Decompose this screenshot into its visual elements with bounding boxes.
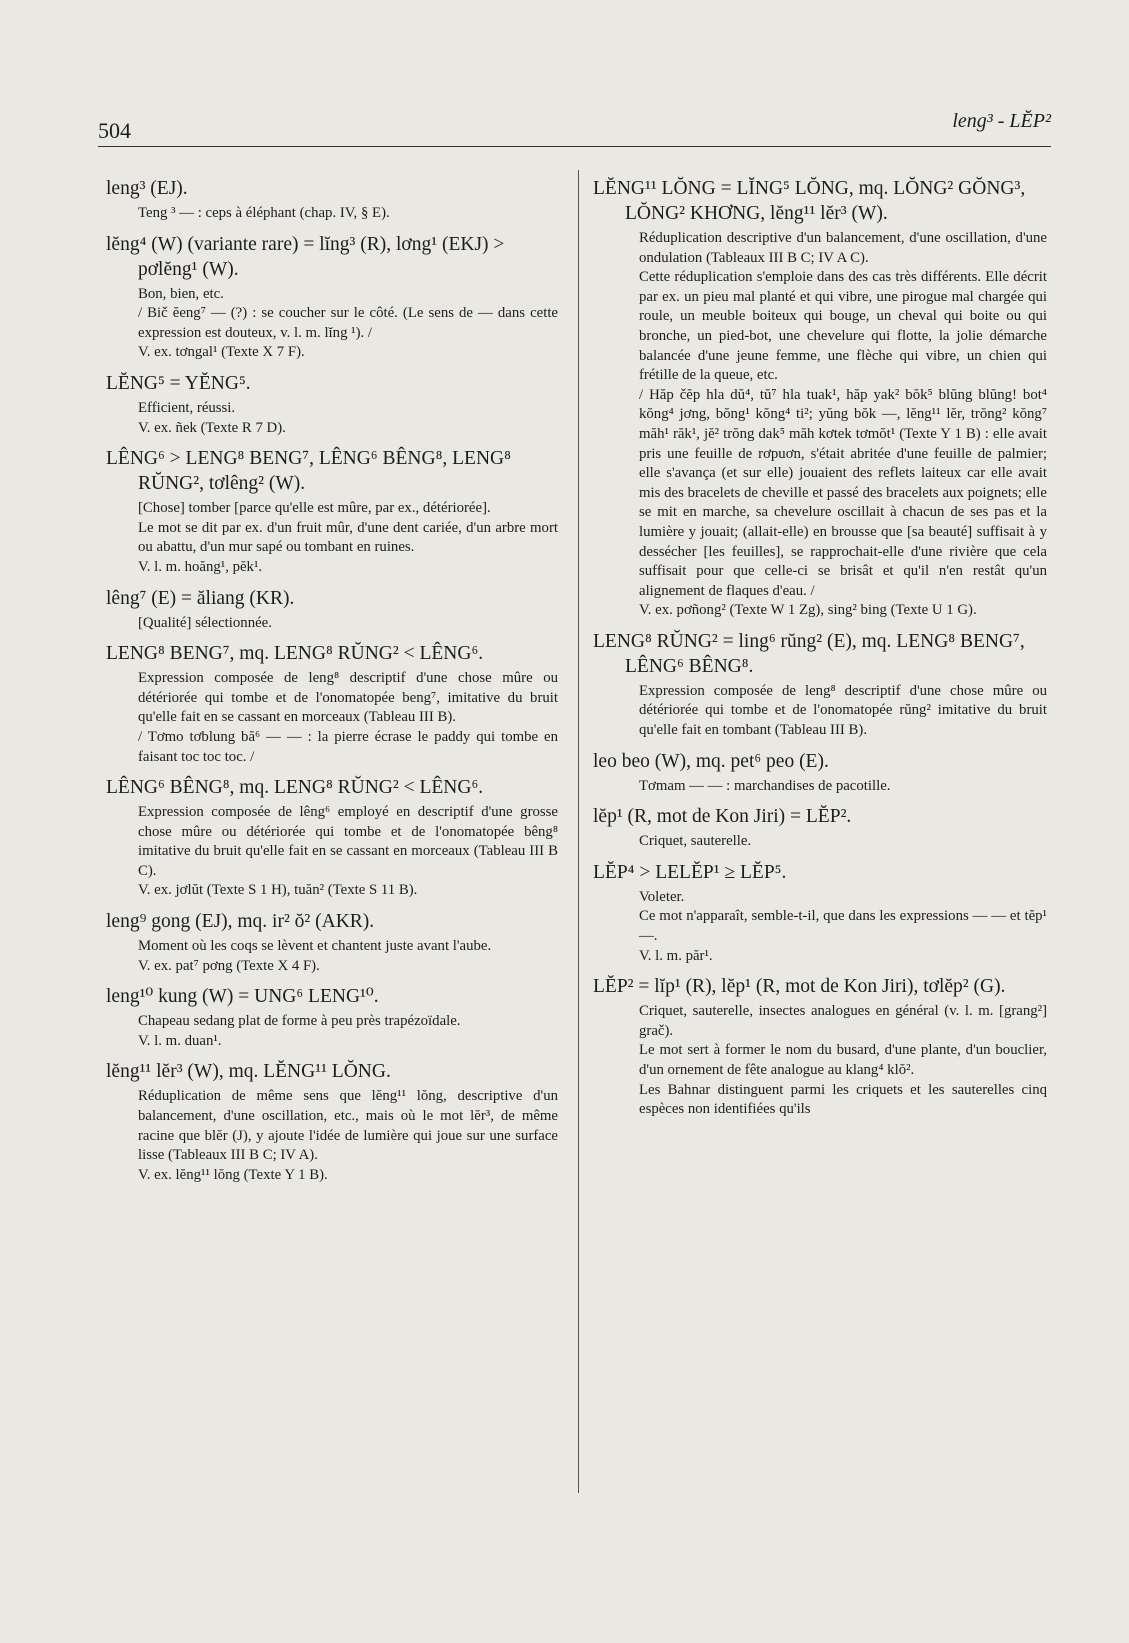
- definition-line: Tơmam — — : marchandises de pacotille.: [639, 777, 891, 794]
- entry-definition: [593, 682, 1047, 741]
- entry-headword: leng¹⁰ kung (W) = UNG⁶ LENG¹⁰.: [106, 986, 379, 1008]
- entry-definition: [138, 1087, 558, 1185]
- dictionary-entry: [106, 232, 558, 363]
- definition-line: Efficient, réussi.: [138, 399, 236, 416]
- column-divider: [578, 170, 579, 1493]
- definition-line: V. l. m. păr¹.: [639, 947, 713, 964]
- dictionary-entry: [593, 629, 1047, 741]
- entry-headword: LENG⁸ BENG⁷, mq. LENG⁸ RŬNG² < LÊNG⁶.: [106, 643, 484, 665]
- left-column: [106, 176, 558, 1193]
- dictionary-entry: [593, 860, 1047, 966]
- definition-line: V. ex. lĕng¹¹ lŏng (Texte Y 1 B).: [138, 1166, 328, 1183]
- definition-line: / Tơmo tơblung bă⁶ — — : la pierre écrase le paddy qui tombe en faisant toc toc toc. /: [138, 728, 558, 765]
- dictionary-entry: [106, 446, 558, 577]
- dictionary-entry: [593, 749, 1047, 797]
- definition-line: Ce mot n'apparaît, semble-t-il, que dans les expressions — — et tĕp¹ —.: [639, 908, 1047, 945]
- definition-line: V. l. m. duan¹.: [138, 1032, 222, 1049]
- entry-definition: [138, 1012, 558, 1051]
- definition-line: Moment où les coqs se lèvent et chantent juste avant l'aube.: [138, 938, 492, 955]
- entry-definition: [138, 285, 558, 363]
- definition-line: Teng ³ — : ceps à éléphant (chap. IV, § E).: [138, 205, 390, 221]
- definition-line: Le mot se dit par ex. d'un fruit mûr, d'une dent cariée, d'un arbre mort ou abattu, d'un mur sapé ou tombant en ruines.: [138, 519, 558, 556]
- entry-definition: [593, 888, 1047, 966]
- entry-headword: LÊNG⁶ BÊNG⁸, mq. LENG⁸ RŬNG² < LÊNG⁶.: [106, 777, 484, 799]
- entry-definition: [138, 399, 558, 438]
- definition-line: Réduplication descriptive d'un balancement, d'une oscillation, d'une ondulation (Tableaux III B C; IV A C).: [639, 230, 1047, 266]
- dictionary-entry: [106, 909, 558, 976]
- entry-headword: LĔNG¹¹ LŎNG = LĬNG⁵ LŎNG, mq. LŎNG² GŎNG³, LŎNG² KHƠNG, lĕng¹¹ lĕr³ (W).: [593, 178, 1026, 224]
- definition-line: Cette réduplication s'emploie dans des cas très différents. Elle décrit par ex. un pieu mal planté et qui vibre, une pirogue mal chargée qui roule, un meuble boiteux qui bouge, un cheval qui boite ou qui bronche, un pied-bot, une chevelure qui flotte, la jolie démarche balancée d'une jeune femme, une flèche qui vibre, un chien qui frétille de la queue, etc.: [639, 269, 1047, 384]
- entry-definition: [138, 803, 558, 901]
- entry-definition: [593, 832, 1047, 852]
- entry-headword: lêng⁷ (E) = ăliang (KR).: [106, 587, 295, 609]
- entry-headword: LĔP² = lĭp¹ (R), lĕp¹ (R, mot de Kon Jiri), tơlĕp² (G).: [593, 976, 1006, 998]
- definition-line: V. ex. jơlŭt (Texte S 1 H), tuăn² (Texte S 11 B).: [138, 882, 418, 899]
- entry-headword: LENG⁸ RŬNG² = ling⁶ rŭng² (E), mq. LENG⁸ BENG⁷, LÊNG⁶ BÊNG⁸.: [593, 630, 1025, 677]
- entry-definition: [138, 499, 558, 577]
- definition-line: Bon, bien, etc.: [138, 285, 224, 302]
- entry-definition: [593, 777, 1047, 797]
- definition-line: Voleter.: [639, 888, 685, 905]
- dictionary-entry: [593, 974, 1047, 1120]
- dictionary-entry: [106, 775, 558, 901]
- definition-line: Expression composée de lêng⁶ employé en descriptif d'une grosse chose mûre ou détériorée qui tombe et de l'onomatopée bêng⁸ imitative du bruit qu'elle fait en se cassant en morceaux (Tableau III B C).: [138, 804, 558, 879]
- right-column: [593, 176, 1047, 1128]
- definition-line: [Qualité] sélectionnée.: [138, 614, 272, 631]
- definition-line: Expression composée de leng⁸ descriptif d'une chose mûre ou détériorée qui tombe et de l'onomatopée beng⁷, imitative du bruit qu'elle fait en se cassant en morceaux (Tableau III B).: [138, 670, 558, 726]
- dictionary-entry: [106, 641, 558, 767]
- dictionary-entry: [106, 586, 558, 634]
- entry-headword: LĔP⁴ > LELĔP¹ ≥ LĔP⁵.: [593, 861, 787, 883]
- dictionary-entry: [593, 176, 1047, 621]
- definition-line: Les Bahnar distinguent parmi les criquets et les sauterelles cinq espèces non identifiées qu'ils: [639, 1081, 1047, 1118]
- entry-headword: leng⁹ gong (EJ), mq. ir² ŏ² (AKR).: [106, 911, 375, 933]
- header-rule: [98, 146, 1051, 147]
- definition-line: [Chose] tomber [parce qu'elle est mûre, par ex., détériorée].: [138, 500, 491, 517]
- entry-headword: LÊNG⁶ > LENG⁸ BENG⁷, LÊNG⁶ BÊNG⁸, LENG⁸ RŬNG², tơlêng² (W).: [106, 448, 511, 495]
- entry-headword: lĕng⁴ (W) (variante rare) = lĭng³ (R), lơng¹ (EKJ) > pơlĕng¹ (W).: [106, 233, 505, 280]
- entry-definition: [138, 937, 558, 976]
- definition-line: V. ex. tơngal¹ (Texte X 7 F).: [138, 344, 305, 361]
- entry-definition: [138, 669, 558, 767]
- running-head: leng³ - LĔP²: [952, 110, 1051, 132]
- definition-line: V. ex. pơñong² (Texte W 1 Zg), sing² bing (Texte U 1 G).: [639, 602, 977, 619]
- dictionary-entry: [106, 371, 558, 438]
- definition-line: Réduplication de même sens que lĕng¹¹ lŏng, descriptive d'un balancement, d'une oscillation, etc., mais où le mot lĕr³, de même racine que blĕr (J), y ajoute l'idée de lumière qui joue sur une surface lisse (Tableaux III B C; IV A).: [138, 1088, 558, 1164]
- dictionary-entry: [106, 1059, 558, 1185]
- entry-headword: LĔNG⁵ = YĔNG⁵.: [106, 372, 251, 394]
- definition-line: V. ex. ñek (Texte R 7 D).: [138, 419, 286, 436]
- definition-line: Chapeau sedang plat de forme à peu près trapézoïdale.: [138, 1013, 461, 1030]
- definition-line: Le mot sert à former le nom du busard, d'une plante, d'un bouclier, d'un ornement de fête analogue au klang⁴ klŏ².: [639, 1042, 1047, 1078]
- dictionary-entry: [593, 804, 1047, 852]
- definition-line: Expression composée de leng⁸ descriptif d'une chose mûre ou détériorée qui tombe et de l'onomatopée rŭng² imitative du bruit qu'elle fait en tombant (Tableau III B).: [639, 682, 1047, 739]
- dictionary-entry: [106, 176, 558, 224]
- entry-definition: [138, 204, 558, 224]
- page-number: 504: [98, 118, 131, 143]
- definition-line: Criquet, sauterelle, insectes analogues en général (v. l. m. [grang²] grač).: [639, 1003, 1047, 1039]
- entry-headword: leo beo (W), mq. pet⁶ peo (E).: [593, 750, 829, 772]
- definition-line: Criquet, sauterelle.: [639, 833, 752, 850]
- entry-headword: lĕp¹ (R, mot de Kon Jiri) = LĔP².: [593, 806, 852, 828]
- definition-line: V. l. m. hoăng¹, pĕk¹.: [138, 558, 263, 575]
- entry-definition: [593, 229, 1047, 621]
- entry-definition: [593, 1002, 1047, 1120]
- entry-definition: [138, 614, 558, 634]
- entry-headword: leng³ (EJ).: [106, 178, 188, 199]
- entry-headword: lĕng¹¹ lĕr³ (W), mq. LĔNG¹¹ LŎNG.: [106, 1061, 391, 1083]
- dictionary-entry: [106, 984, 558, 1051]
- definition-line: / Hăp čĕp hla dŭ⁴, tŭ⁷ hla tuak¹, hăp yak² bŏk⁵ blŭng blŭng! bot⁴ kŏng⁴ jơng, bŏng¹ kŏng⁴ ti²; yŭng bŏk —, lĕng¹¹ lĕr, trŏng² kŏng⁷ măh¹ răk¹, jĕ² trŏng dak⁵ măh kơtek tơmŏt¹ (Texte Y 1 B) : elle avait pris une feuille de rơpuơn, s'était abritée d'une feuille de palmier; elle s'avança (et sur elle) jouaient des reflets laiteux car elle avait mis des bracelets de cheville et passé des bracelets aux poignets; elle se mit en marche, sa chevelure oscillait à chacun de ses pas et la lumière y jouait; (allait-elle) en brousse que [sa beauté] suffisait à y dessécher [les feuilles], se rapprochait-elle d'une rivière que cela suffisait pour que celle-ci se brisât et qu'il n'en restât qu'un alignement de flaques d'eau. /: [639, 386, 1047, 599]
- definition-line: / Bič ĕeng⁷ — (?) : se coucher sur le côté. (Le sens de — dans cette expression est douteux, v. l. m. lĭng ¹). /: [138, 305, 558, 341]
- definition-line: V. ex. pat⁷ pơng (Texte X 4 F).: [138, 957, 320, 974]
